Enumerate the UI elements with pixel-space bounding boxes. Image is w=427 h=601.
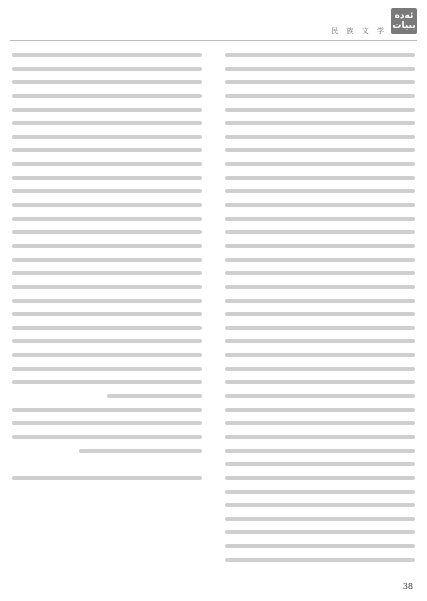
text-line bbox=[12, 227, 202, 238]
journal-header bbox=[257, 8, 417, 42]
text-line bbox=[225, 446, 415, 457]
text-line bbox=[12, 268, 202, 279]
text-line bbox=[12, 159, 202, 170]
text-line bbox=[12, 255, 202, 266]
text-line bbox=[12, 132, 202, 143]
text-line bbox=[225, 91, 415, 102]
text-line bbox=[12, 446, 202, 457]
text-line bbox=[12, 91, 202, 102]
text-line bbox=[12, 364, 202, 375]
text-line bbox=[225, 377, 415, 388]
text-line bbox=[225, 541, 415, 552]
text-line bbox=[12, 487, 202, 498]
text-line bbox=[225, 473, 415, 484]
text-line bbox=[225, 132, 415, 143]
text-line bbox=[225, 227, 415, 238]
text-line bbox=[225, 241, 415, 252]
header-divider bbox=[10, 40, 417, 41]
text-line bbox=[12, 555, 202, 566]
text-line bbox=[225, 323, 415, 334]
text-line bbox=[225, 214, 415, 225]
text-line bbox=[225, 268, 415, 279]
page-number: 38 bbox=[402, 582, 413, 591]
text-line bbox=[12, 105, 202, 116]
text-line bbox=[12, 241, 202, 252]
text-line bbox=[12, 500, 202, 511]
text-line bbox=[12, 350, 202, 361]
text-line bbox=[225, 50, 415, 61]
text-line bbox=[12, 296, 202, 307]
text-line bbox=[225, 255, 415, 266]
text-line bbox=[225, 336, 415, 347]
text-line bbox=[225, 487, 415, 498]
text-line bbox=[225, 159, 415, 170]
journal-subtitle: 民 族 文 学 bbox=[331, 27, 387, 35]
text-line bbox=[225, 391, 415, 402]
text-line bbox=[12, 282, 202, 293]
text-line bbox=[225, 459, 415, 470]
text-line bbox=[225, 405, 415, 416]
text-line bbox=[12, 377, 202, 388]
text-line bbox=[12, 50, 202, 61]
text-line bbox=[225, 364, 415, 375]
text-line bbox=[225, 64, 415, 75]
text-line bbox=[225, 309, 415, 320]
text-line bbox=[12, 145, 202, 156]
text-line bbox=[225, 173, 415, 184]
text-column-right bbox=[225, 50, 415, 561]
text-line bbox=[225, 200, 415, 211]
journal-logo: ئەدە بىيات bbox=[391, 8, 417, 34]
text-line bbox=[12, 323, 202, 334]
text-line bbox=[12, 336, 202, 347]
text-line bbox=[12, 118, 202, 129]
text-line bbox=[12, 514, 202, 525]
text-line bbox=[12, 64, 202, 75]
text-line bbox=[225, 105, 415, 116]
text-line bbox=[12, 186, 202, 197]
text-line bbox=[225, 282, 415, 293]
text-line bbox=[12, 173, 202, 184]
text-line bbox=[225, 432, 415, 443]
text-line bbox=[225, 145, 415, 156]
text-line bbox=[225, 77, 415, 88]
text-line bbox=[12, 391, 202, 402]
text-column-left bbox=[12, 50, 202, 561]
text-line bbox=[12, 405, 202, 416]
text-line bbox=[12, 459, 202, 470]
text-line bbox=[12, 309, 202, 320]
text-line bbox=[12, 418, 202, 429]
text-line bbox=[225, 350, 415, 361]
text-line bbox=[12, 77, 202, 88]
text-line bbox=[225, 527, 415, 538]
text-line bbox=[225, 514, 415, 525]
text-line bbox=[225, 186, 415, 197]
journal-title bbox=[302, 10, 387, 24]
text-line bbox=[225, 500, 415, 511]
text-line bbox=[12, 541, 202, 552]
text-line bbox=[12, 432, 202, 443]
text-line bbox=[12, 527, 202, 538]
text-line bbox=[12, 214, 202, 225]
text-line bbox=[12, 200, 202, 211]
text-line bbox=[225, 296, 415, 307]
text-line bbox=[12, 473, 202, 484]
text-line bbox=[225, 118, 415, 129]
text-line bbox=[225, 418, 415, 429]
text-line bbox=[225, 555, 415, 566]
